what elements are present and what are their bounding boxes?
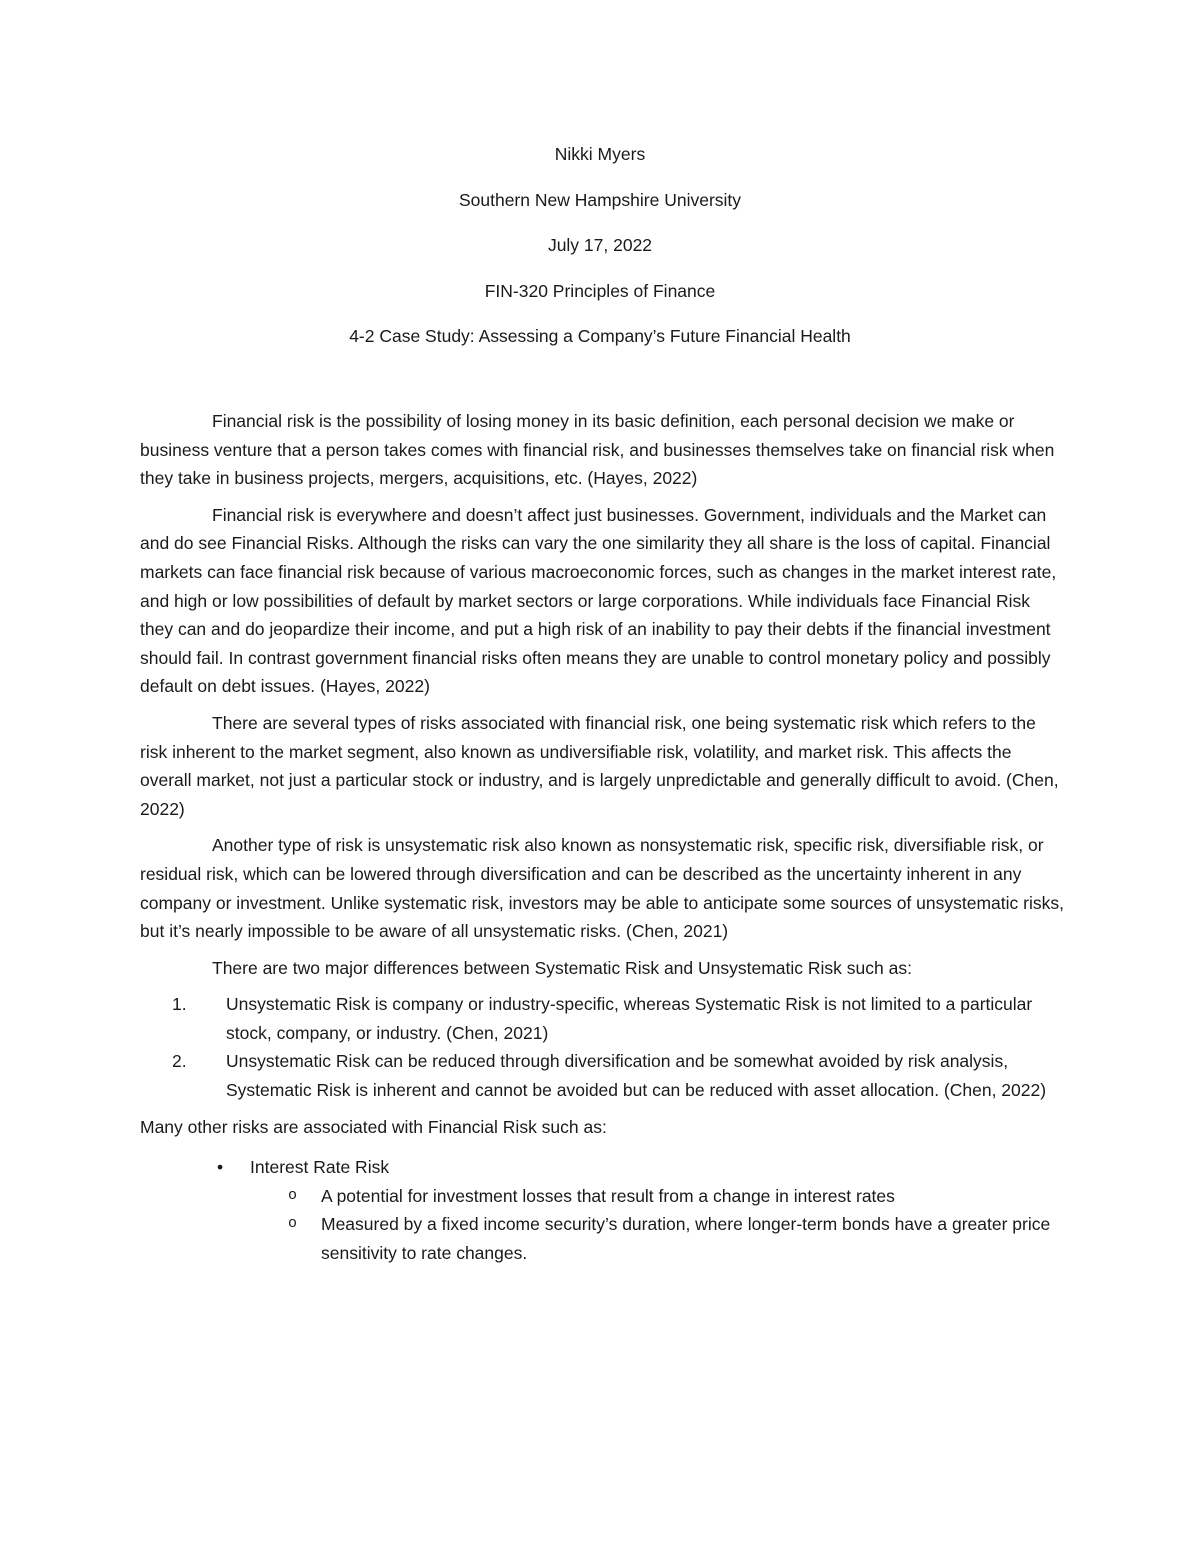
bullet-list	[140, 1153, 1065, 1267]
numbered-list	[140, 990, 1065, 1104]
list-item	[140, 990, 1065, 1047]
list-item-text: Unsystematic Risk can be reduced through diversification and be somewhat avoided by risk analysis, Systematic Risk is inherent and cannot be avoided but can be reduced with asset allocation. (Chen, 2022)	[226, 1051, 1047, 1101]
document-body	[140, 407, 1065, 1268]
sub-list-item-text: Measured by a fixed income security’s duration, where longer-term bonds have a greater price sensitivity to rate changes.	[321, 1214, 1051, 1264]
title-block	[0, 143, 1200, 371]
sub-bullet-icon: o	[288, 1186, 298, 1204]
institution-name: Southern New Hampshire University	[458, 189, 742, 210]
paragraph-systematic-risk: There are several types of risks associated with financial risk, one being systematic risk which refers to the risk inherent to the market segment, also known as undiversifiable risk, volatility, and market risk. This affects the overall market, not just a particular stock or industry, and is largely unpredictable and generally difficult to avoid. (Chen, 2022)	[140, 712, 1059, 819]
list-number: 2.	[172, 1051, 187, 1072]
sub-list-item	[140, 1182, 1065, 1211]
list-number: 1.	[172, 994, 187, 1015]
sub-list-item	[140, 1210, 1065, 1267]
list-item	[140, 1153, 1065, 1267]
bullet-icon: •	[217, 1157, 224, 1178]
assignment-title: 4-2 Case Study: Assessing a Company’s Future Financial Health	[349, 326, 851, 346]
list-item-text: Unsystematic Risk is company or industry-specific, whereas Systematic Risk is not limited to a particular stock, company, or industry. (Chen, 2021)	[226, 994, 1033, 1043]
sub-bullet-icon: o	[288, 1215, 298, 1233]
submission-date: July 17, 2022	[547, 235, 653, 255]
sub-list-item-text: A potential for investment losses that result from a change in interest rates	[321, 1185, 895, 1206]
paragraph-other-risks-intro: Many other risks are associated with Financial Risk such as:	[140, 1116, 607, 1137]
author-name: Nikki Myers	[554, 144, 646, 164]
paragraph-scope: Financial risk is everywhere and doesn’t affect just businesses. Government, individuals and the Market can and do see Financial Risks. Although the risks can vary the one similarity they all share is the loss of capital. Financial markets can face financial risk because of various macroeconomic forces, such as changes in the market interest rate, and high or low possibilities of default by market sectors or large corporations. While individuals face Financial Risk they can and do jeopardize their income, and put a high risk of an inability to pay their debts if the financial investment should fail. In contrast government financial risks often means they are unable to control monetary policy and possibly default on debt issues. (Hayes, 2022)	[140, 504, 1057, 697]
paragraph-definition: Financial risk is the possibility of losing money in its basic definition, each personal decision we make or business venture that a person takes comes with financial risk, and businesses themselves take on financial risk when they take in business projects, mergers, acquisitions, etc. (Hayes, 2022)	[140, 411, 1055, 489]
paragraph-unsystematic-risk: Another type of risk is unsystematic risk also known as nonsystematic risk, specific risk, diversifiable risk, or residual risk, which can be lowered through diversification and can be described as the uncertainty inherent in any company or investment. Unlike systematic risk, investors may be able to anticipate some sources of unsystematic risks, but it’s nearly impossible to be aware of all unsystematic risks. (Chen, 2021)	[140, 835, 1064, 942]
list-item	[140, 1047, 1065, 1104]
sub-bullet-list	[250, 1182, 1065, 1268]
list-item-text: Interest Rate Risk	[250, 1157, 390, 1178]
paragraph-differences-intro: There are two major differences between Systematic Risk and Unsystematic Risk such as:	[212, 957, 912, 978]
course-name: FIN-320 Principles of Finance	[484, 280, 716, 301]
